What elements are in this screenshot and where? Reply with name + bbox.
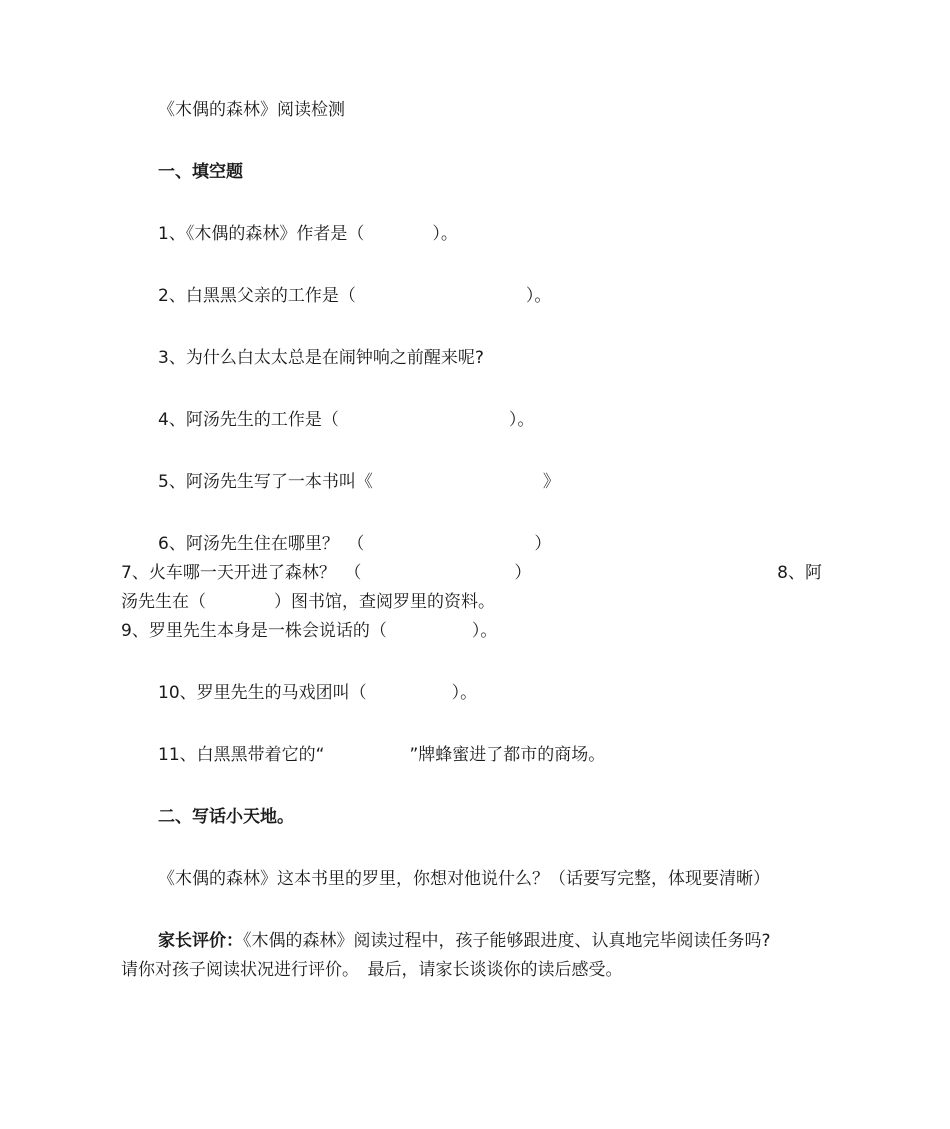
- question-1: 1、《木偶的森林》作者是（ ）。: [158, 224, 458, 244]
- parent-review-label: 家长评价：: [158, 931, 243, 951]
- question-3: 3、为什么白太太总是在闹钟响之前醒来呢?: [158, 348, 484, 368]
- document-title: 《木偶的森林》阅读检测: [158, 100, 345, 120]
- question-9: 9、罗里先生本身是一株会说话的（ ）。: [121, 621, 498, 641]
- question-10: 10、罗里先生的马戏团叫（ ）。: [158, 683, 478, 703]
- section2-prompt: 《木偶的森林》这本书里的罗里，你想对他说什么？（话要写完整，体现要清晰）: [158, 869, 770, 889]
- question-8-start: 8、阿: [777, 563, 822, 583]
- section2-heading: 二、写话小天地。: [158, 807, 294, 827]
- parent-review-text-1: 《木偶的森林》阅读过程中，孩子能够跟进度、认真地完毕阅读任务吗?: [243, 931, 771, 951]
- question-4: 4、阿汤先生的工作是（ ）。: [158, 410, 535, 430]
- question-5: 5、阿汤先生写了一本书叫《 》: [158, 472, 560, 492]
- question-8-continued: 汤先生在（ ）图书馆，查阅罗里的资料。: [121, 592, 495, 612]
- parent-review-line1: [158, 929, 771, 953]
- section1-heading: 一、填空题: [158, 162, 243, 182]
- question-11: 11、白黑黑带着它的“ ”牌蜂蜜进了都市的商场。: [158, 745, 606, 765]
- question-7: 7、火车哪一天开进了森林？ （ ）: [121, 563, 532, 583]
- question-2: 2、白黑黑父亲的工作是（ ）。: [158, 286, 552, 306]
- question-6: 6、阿汤先生住在哪里？ （ ）: [158, 534, 552, 554]
- parent-review-text-2: 请你对孩子阅读状况进行评价。 最后，请家长谈谈你的读后感受。: [121, 960, 623, 980]
